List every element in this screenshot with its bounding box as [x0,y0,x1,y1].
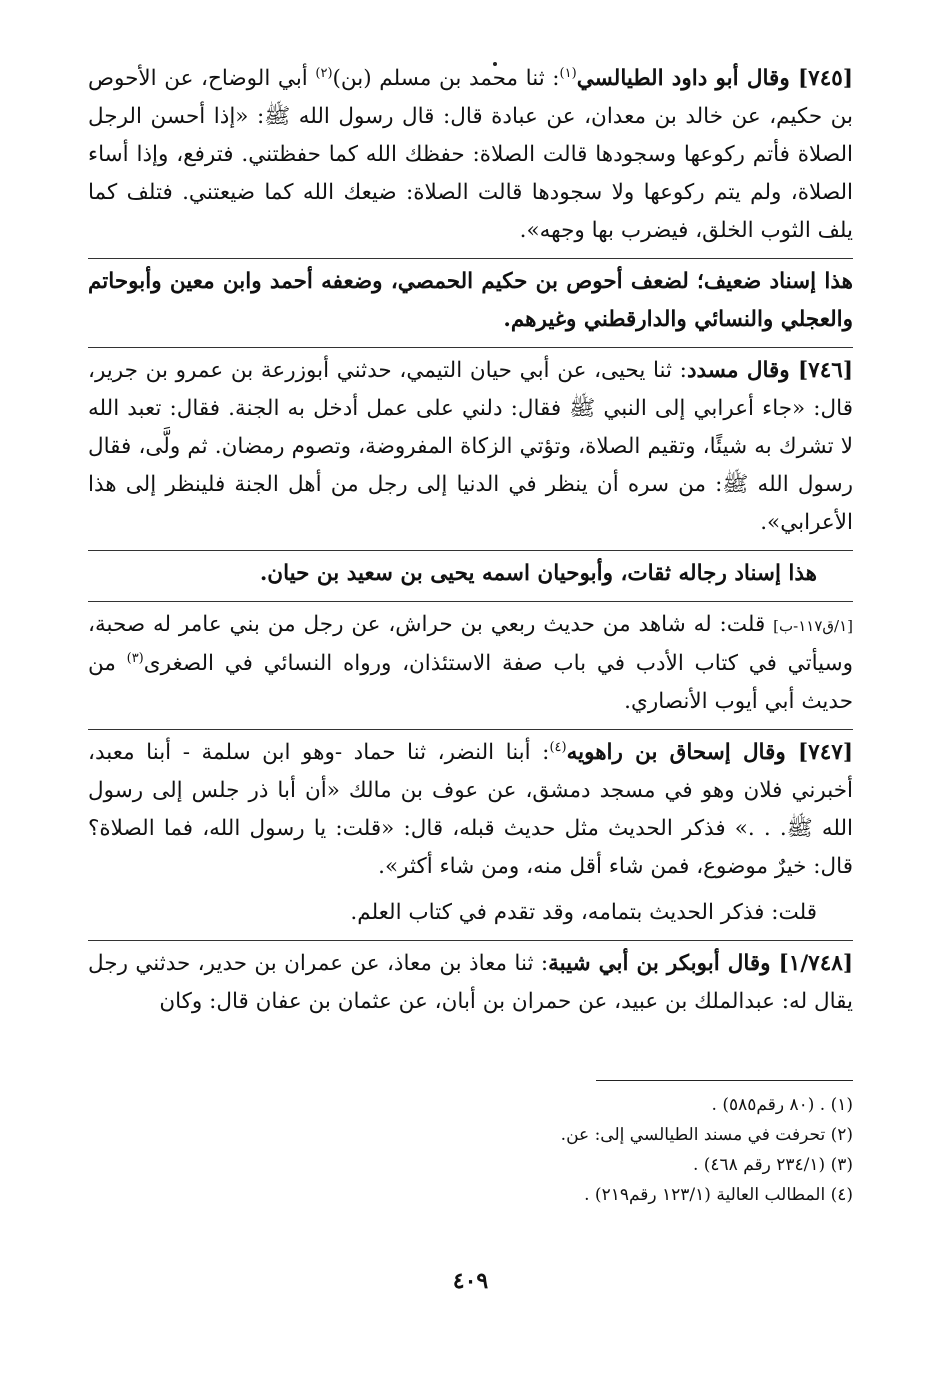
footnote-2: (٢) تحرفت في مسند الطيالسي إلى: عن. [560,1125,853,1145]
page-number: ٤٠٩ [452,1268,489,1294]
hadith-747-heading: [٧٤٧] وقال إسحاق بن راهويه [566,740,853,765]
note-747: قلت: فذكر الحديث بتمامه، وقد تقدم في كتاب العلم. [350,900,817,925]
note-746-text-b: من حديث أبي أيوب الأنصاري. [88,651,853,714]
hadith-746-text: : ثنا يحيى، عن أبي حيان التيمي، حدثني أبوزرعة بن عمرو بن جرير، قال: «جاء أعرابي إلى النبي ﷺ فقال: دلني على عمل أدخل به الجنة. فقال: تعبد الله لا تشرك به شيئًا، وتقيم الصلاة، وتؤتي الزكاة المفروضة، وتصوم رمضان. ثم ولَّى، فقال رسول الله ﷺ: من سره أن ينظر في الدنيا إلى رجل من أهل الجنة فلينظر إلى هذا الأعرابي». [88,358,853,535]
hadith-745 [88,60,853,250]
grade-745: هذا إسناد ضعيف؛ لضعف أحوص بن حكيم الحمصي، وضعفه أحمد وابن معين وأبوحاتم والعجلي والنسائي والدارقطني وغيرهم. [88,258,853,339]
hadith-748 [88,940,853,1021]
footnote-ref-4[interactable]: (٤) [549,739,567,755]
footnote-4: (٤) المطالب العالية (١٢٣/١ رقم٢١٩) . [584,1185,853,1205]
footnote-divider [596,1080,853,1081]
main-text [88,60,853,1029]
hadith-747-text: : أبنا النضر، ثنا حماد -وهو ابن سلمة - أبنا معبد، أخبرني فلان وهو في مسجد دمشق، عن عوف بن مالك «أن أبا ذر جلس إلى رسول الله ﷺ. . .» فذكر الحديث مثل حديث قبله، قال: «قلت: يا رسول الله، فما الصلاة؟ قال: خيرٌ موضوع، فمن شاء أقل منه، ومن شاء أكثر». [88,740,853,879]
footnotes [420,1090,853,1210]
footnote-ref-2[interactable]: (٢) [315,65,333,81]
hadith-748-heading: [١/٧٤٨] وقال أبوبكر بن أبي شيبة [548,951,853,976]
note-746 [88,601,853,721]
hadith-745-heading: [٧٤٥] وقال أبو داود الطيالسي [576,66,853,91]
footnote-ref-1[interactable]: (١) [559,65,577,81]
grade-746: هذا إسناد رجاله ثقات، وأبوحيان اسمه يحيى بن سعيد بن حيان. [88,550,853,593]
hadith-746 [88,347,853,542]
manuscript-ref: [١/ق١١٧-ب] [773,617,853,635]
footnote-ref-3[interactable]: (٣) [126,650,144,666]
hadith-745-text-b: أبي الوضاح، عن الأحوص بن حكيم، عن خالد بن معدان، عن عبادة قال: قال رسول الله ﷺ: «إذا أحسن الرجل الصلاة فأتم ركوعها وسجودها قالت الصلاة: حفظك الله كما حفظتني. فترفع، وإذا أساء الصلاة، ولم يتم ركوعها ولا سجودها قالت الصلاة: ضيعك الله كما ضيعتني. فتلف كما يلف الثوب الخلق، فيضرب بها وجهه». [88,66,853,243]
footnote-3: (٣) (٢٣٤/١ رقم ٤٦٨) . [692,1155,853,1175]
hadith-746-heading: [٧٤٦] وقال مسدد [686,358,854,383]
hadith-745-text-a: : ثنا محمد بن مسلم (بن) [332,66,560,91]
hadith-747 [88,729,853,886]
note-746-text-a: قلت: له شاهد من حديث ربعي بن حراش، عن رجل من بني عامر له صحبة، وسيأتي في كتاب الأدب في باب صفة الاستئذان، ورواه النسائي في الصغرى [88,612,854,676]
hadith-748-text: : ثنا معاذ بن معاذ، عن عمران بن حدير، حدثني رجل يقال له: عبدالملك بن عبيد، عن حمران بن أبان، عن عثمان بن عفان قال: وكان [88,951,853,1014]
footnote-1: (١) . (٨٠ رقم٥٨٥) . [711,1095,853,1115]
